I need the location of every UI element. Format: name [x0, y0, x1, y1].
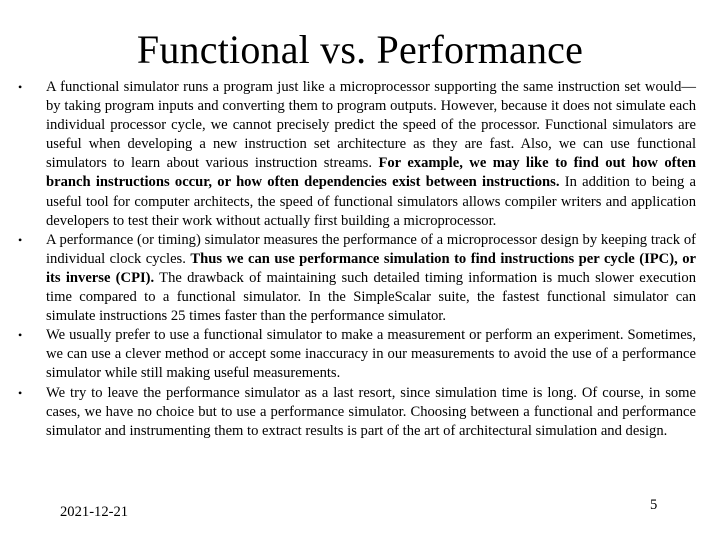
slide-body [18, 78, 696, 441]
bullet-icon: • [18, 80, 23, 94]
footer-date: 2021-12-21 [60, 504, 129, 520]
bullet-icon: • [18, 328, 23, 343]
bullet-paragraph-preference [18, 326, 696, 383]
slide-title: Functional vs. Performance [136, 27, 584, 72]
paragraph-bold-text: For example, we may like to find out how often branch instructions occur, or how often dependencies exist between instructions. [46, 155, 696, 191]
bullet-icon: • [18, 385, 23, 400]
paragraph-text: We try to leave the performance simulator as a last resort, since simulation time is long. Of course, in some cases, we have no choice but to use a performance simulator. Choosing between a functional and performance simulator and instrumenting them to extract results is part of the art of architectural simulation and design. [46, 384, 696, 439]
paragraph-text: The drawback of maintaining such detailed timing information is much slower execution time compared to a functional simulator. In the SimpleScalar suite, the fastest functional simulator can simulate instructions 25 times faster than the performance simulator. [46, 269, 696, 325]
bullet-icon: • [18, 232, 23, 247]
paragraph-text: A functional simulator runs a program just like a microprocessor supporting the same instruction set would—by taking program inputs and converting them to program outputs. However, because it does not simulate each individual processor cycle, we cannot precisely predict the speed of the processor. Functional simulators are useful when developing a new instruction set architecture as they are fast. Also, we can use functional simulators to learn about various instruction streams. [46, 79, 696, 172]
bullet-paragraph-performance [18, 231, 696, 326]
paragraph-text: A performance (or timing) simulator measures the performance of a microprocessor design by keeping track of individual clock cycles. [46, 231, 696, 267]
paragraph-text: We usually prefer to use a functional simulator to make a measurement or perform an experiment. Sometimes, we can use a clever method or accept some inaccuracy in our measurements to avoid the use of a performance simulator while still making useful measurements. [46, 327, 696, 382]
bullet-paragraph-functional [18, 78, 696, 231]
bullet-paragraph-last-resort [18, 384, 696, 441]
paragraph-bold-text: Thus we can use performance simulation to find instructions per cycle (IPC), or its inverse (CPI). [46, 250, 696, 286]
page-number: 5 [650, 497, 658, 513]
paragraph-text: In addition to being a useful tool for computer architects, the speed of functional simulators allows compiler writers and application developers to test their work without actually first building a microprocessor. [46, 174, 696, 229]
